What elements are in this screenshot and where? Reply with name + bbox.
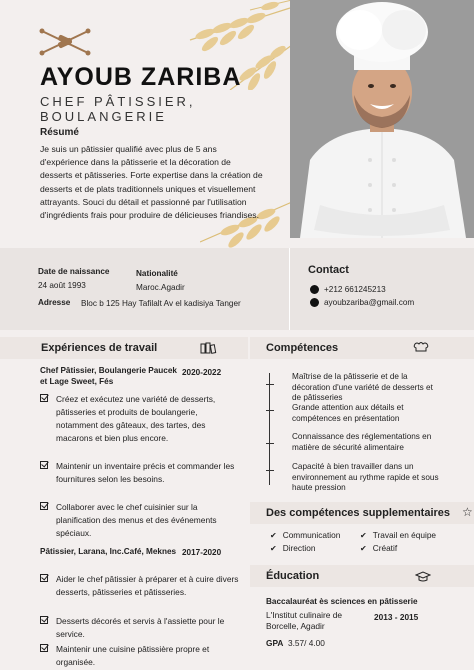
star-icon: ☆ — [462, 505, 473, 519]
books-icon — [200, 342, 217, 354]
phone-value: +212 661245213 — [324, 285, 386, 294]
gpa-value: 3.57/ 4.00 — [288, 638, 325, 648]
info-divider — [289, 248, 290, 330]
skills-heading: Compétences — [266, 342, 339, 354]
checkbox-icon — [40, 644, 48, 652]
education-school: L'Institut culinaire de Borcelle, Agadir — [266, 610, 343, 631]
job2-bullet-2: Desserts décorés et servis à l'assiette pour le service. — [40, 615, 240, 641]
checkbox-icon — [40, 394, 48, 402]
soft-skill-2: ✔ Travail en équipe — [360, 530, 436, 540]
skill-marker — [266, 470, 274, 471]
candidate-name: AYOUB ZARIBA — [40, 63, 242, 91]
soft-skills-heading: Des compétences supplementaires — [266, 507, 451, 519]
resume-text: Je suis un pâtissier qualifié avec plus de 5 ans d'expérience dans la pâtisserie et la décoration de desserts et pâtisseries. Forte expertise dans la création de desserts et de plats traditionnels uniques et visuellement attrayants. Souci du détail et passionné par l'utilisation d'ingrédients frais pour produire de délicieuses friandises. — [40, 144, 263, 221]
resume-heading: Résumé — [40, 127, 79, 138]
experience-heading: Expériences de travail — [41, 342, 158, 354]
job-title-2: Pâtissier, Larana, Inc.Café, Meknes — [40, 547, 177, 556]
checkbox-icon — [40, 616, 48, 624]
header-area — [0, 0, 474, 248]
skill-marker — [266, 384, 274, 385]
rolling-pin-icon — [38, 28, 92, 56]
skill-1: Maîtrise de la pâtisserie et de la décoration d'une variété de desserts et de pâtisseries — [292, 372, 433, 402]
phone-icon — [310, 285, 319, 294]
gpa-label: GPA — [266, 638, 284, 648]
job-date-1: 2020-2022 — [182, 368, 222, 377]
skill-marker — [266, 410, 274, 411]
job1-bullet-3: Collaborer avec le chef cuisinier sur la planification des menus et des événements spéciaux. — [40, 501, 240, 540]
email-icon — [310, 298, 319, 307]
education-heading: Éducation — [266, 570, 320, 582]
chef-portrait — [290, 0, 474, 238]
soft-skill-1: ✔ Communication — [270, 530, 340, 540]
job1-bullet-1: Créez et exécutez une variété de desserts, pâtisseries et produits de boulangerie, notamment des gâteaux, des tartes, des macarons et bien plus encore. — [40, 393, 240, 445]
skill-3: Connaissance des réglementations en matière de sécurité alimentaire — [292, 432, 432, 452]
birth-value: 24 août 1993 — [38, 281, 86, 290]
skill-marker — [266, 443, 274, 444]
contact-heading: Contact — [308, 264, 349, 276]
skill-4: Capacité à bien travailler dans un environnement au rythme rapide et sous haute pression — [292, 462, 439, 492]
job-title-1: Chef Pâtissier, Boulangerie Paucek et Lage Sweet, Fés — [40, 366, 177, 386]
birth-label: Date de naissance — [38, 267, 110, 276]
skill-2: Grande attention aux détails et compétences en présentation — [292, 403, 404, 423]
email-value: ayoubzariba@gmail.com — [324, 298, 415, 307]
checkbox-icon — [40, 574, 48, 582]
checkbox-icon — [40, 502, 48, 510]
education-date: 2013 - 2015 — [374, 612, 419, 622]
education-gpa — [266, 638, 325, 648]
checkbox-icon — [40, 461, 48, 469]
address-label: Adresse — [38, 298, 71, 307]
address-value: Bloc b 125 Hay Tafilalt Av el kadisiya Tanger — [81, 299, 241, 308]
graduation-cap-icon — [415, 571, 431, 582]
profile-photo — [290, 0, 474, 238]
nationality-value: Maroc.Agadir — [136, 283, 185, 292]
candidate-role: CHEF PÂTISSIER, BOULANGERIE — [40, 94, 196, 124]
education-title: Baccalauréat ès sciences en pâtisserie — [266, 597, 418, 606]
personal-info-band — [0, 248, 474, 330]
nationality-label: Nationalité — [136, 269, 178, 278]
job2-bullet-1: Aider le chef pâtissier à préparer et à cuire divers desserts, pâtisseries et pâtisseries. — [40, 573, 240, 599]
skills-timeline — [269, 373, 270, 485]
chef-hat-icon — [413, 342, 429, 353]
soft-skill-3: ✔ Direction — [270, 543, 315, 553]
job-date-2: 2017-2020 — [182, 548, 222, 557]
job1-bullet-2: Maintenir un inventaire précis et commander les fournitures selon les besoins. — [40, 460, 240, 486]
job2-bullet-3: Maintenir une cuisine pâtissière propre et organisée. — [40, 643, 240, 669]
soft-skill-4: ✔ Créatif — [360, 543, 397, 553]
